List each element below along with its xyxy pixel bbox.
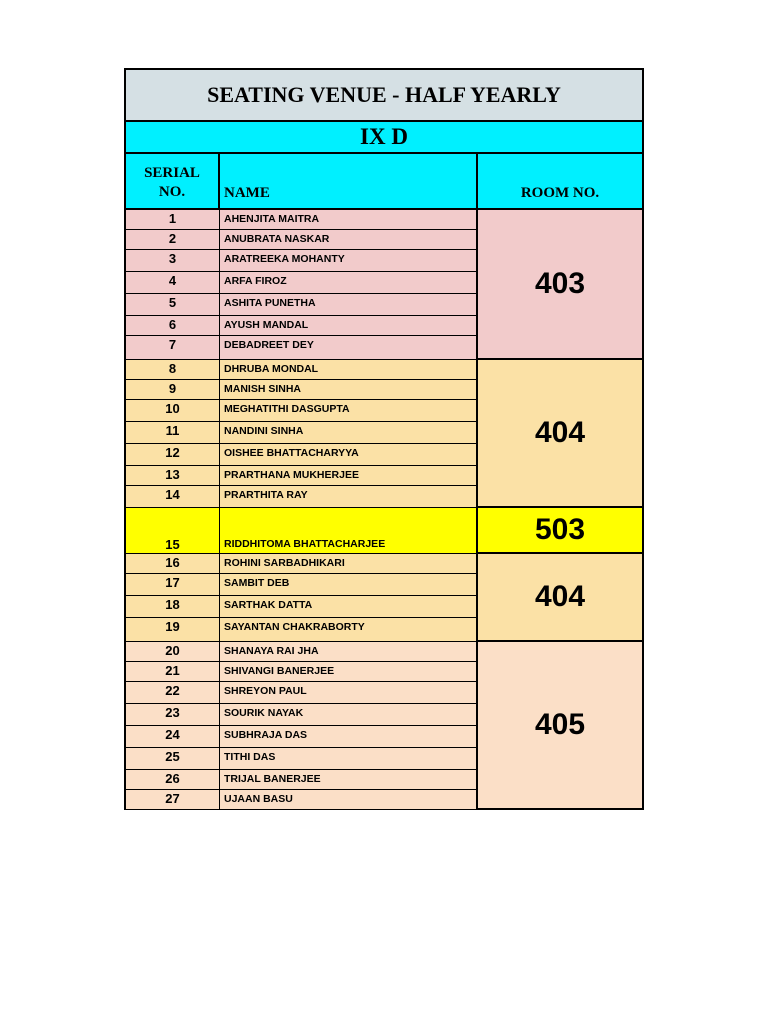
table-row [126, 400, 478, 422]
table-row [126, 380, 478, 400]
serial-cell: 8 [126, 360, 220, 379]
name-cell: DHRUBA MONDAL [220, 360, 478, 379]
table-row [126, 422, 478, 444]
name-cell: SUBHRAJA DAS [220, 726, 478, 747]
name-cell: MEGHATITHI DASGUPTA [220, 400, 478, 421]
name-header: NAME [220, 154, 478, 208]
serial-cell: 3 [126, 250, 220, 271]
name-cell: ASHITA PUNETHA [220, 294, 478, 315]
table-row [126, 250, 478, 272]
table-row [126, 790, 478, 810]
table-row [126, 662, 478, 682]
table-row [126, 360, 478, 380]
name-cell: PRARTHANA MUKHERJEE [220, 466, 478, 485]
serial-cell: 26 [126, 770, 220, 789]
table-row [126, 210, 478, 230]
table-row [126, 682, 478, 704]
name-cell: ROHINI SARBADHIKARI [220, 554, 478, 573]
name-cell: SHIVANGI BANERJEE [220, 662, 478, 681]
name-cell: UJAAN BASU [220, 790, 478, 809]
serial-cell: 17 [126, 574, 220, 595]
name-cell: SHANAYA RAI JHA [220, 642, 478, 661]
seating-table [124, 68, 644, 810]
name-cell: TITHI DAS [220, 748, 478, 769]
table-row [126, 748, 478, 770]
table-row [126, 726, 478, 748]
name-cell: SHREYON PAUL [220, 682, 478, 703]
serial-cell: 7 [126, 336, 220, 359]
room-number-cell: 405 [478, 642, 642, 810]
table-row [126, 554, 478, 574]
name-cell: SAMBIT DEB [220, 574, 478, 595]
name-cell: ARATREEKA MOHANTY [220, 250, 478, 271]
room-number-cell: 503 [478, 508, 642, 554]
serial-cell: 5 [126, 294, 220, 315]
name-cell: OISHEE BHATTACHARYYA [220, 444, 478, 465]
room-number-cell: 403 [478, 210, 642, 360]
serial-header [126, 154, 220, 208]
serial-cell: 6 [126, 316, 220, 335]
serial-cell: 18 [126, 596, 220, 617]
serial-cell: 10 [126, 400, 220, 421]
table-row [126, 272, 478, 294]
serial-cell: 27 [126, 790, 220, 809]
serial-cell: 22 [126, 682, 220, 703]
table-row [126, 444, 478, 466]
name-cell: SOURIK NAYAK [220, 704, 478, 725]
name-cell: NANDINI SINHA [220, 422, 478, 443]
serial-cell: 15 [126, 508, 220, 553]
table-row [126, 466, 478, 486]
room-header: ROOM NO. [520, 185, 600, 201]
room-number-cell: 404 [478, 554, 642, 642]
name-cell: DEBADREET DEY [220, 336, 478, 359]
table-row [126, 618, 478, 642]
name-cell: TRIJAL BANERJEE [220, 770, 478, 789]
table-row [126, 574, 478, 596]
name-cell: SAYANTAN CHAKRABORTY [220, 618, 478, 641]
name-cell: SARTHAK DATTA [220, 596, 478, 617]
class-title: IX D [126, 122, 642, 154]
name-cell: AYUSH MANDAL [220, 316, 478, 335]
serial-header-line2: NO. [158, 184, 186, 200]
serial-cell: 11 [126, 422, 220, 443]
table-row [126, 336, 478, 360]
serial-cell: 9 [126, 380, 220, 399]
name-cell: ARFA FIROZ [220, 272, 478, 293]
serial-header-line1: SERIAL [144, 165, 200, 181]
serial-cell: 1 [126, 210, 220, 229]
page-title: SEATING VENUE - HALF YEARLY [126, 70, 642, 122]
table-row [126, 294, 478, 316]
table-row [126, 486, 478, 508]
serial-cell: 13 [126, 466, 220, 485]
table-row [126, 596, 478, 618]
table-header [126, 154, 642, 210]
table-row [126, 508, 478, 554]
table-row [126, 316, 478, 336]
serial-cell: 2 [126, 230, 220, 249]
table-row [126, 642, 478, 662]
name-cell: PRARTHITA RAY [220, 486, 478, 507]
serial-cell: 12 [126, 444, 220, 465]
name-cell: ANUBRATA NASKAR [220, 230, 478, 249]
serial-cell: 4 [126, 272, 220, 293]
serial-cell: 25 [126, 748, 220, 769]
serial-cell: 14 [126, 486, 220, 507]
serial-cell: 19 [126, 618, 220, 641]
serial-cell: 24 [126, 726, 220, 747]
table-row [126, 230, 478, 250]
room-number-cell: 404 [478, 360, 642, 508]
serial-cell: 21 [126, 662, 220, 681]
serial-cell: 23 [126, 704, 220, 725]
name-cell: AHENJITA MAITRA [220, 210, 478, 229]
name-cell: MANISH SINHA [220, 380, 478, 399]
serial-cell: 16 [126, 554, 220, 573]
serial-cell: 20 [126, 642, 220, 661]
name-cell: RIDDHITOMA BHATTACHARJEE [220, 508, 478, 553]
table-row [126, 770, 478, 790]
table-row [126, 704, 478, 726]
